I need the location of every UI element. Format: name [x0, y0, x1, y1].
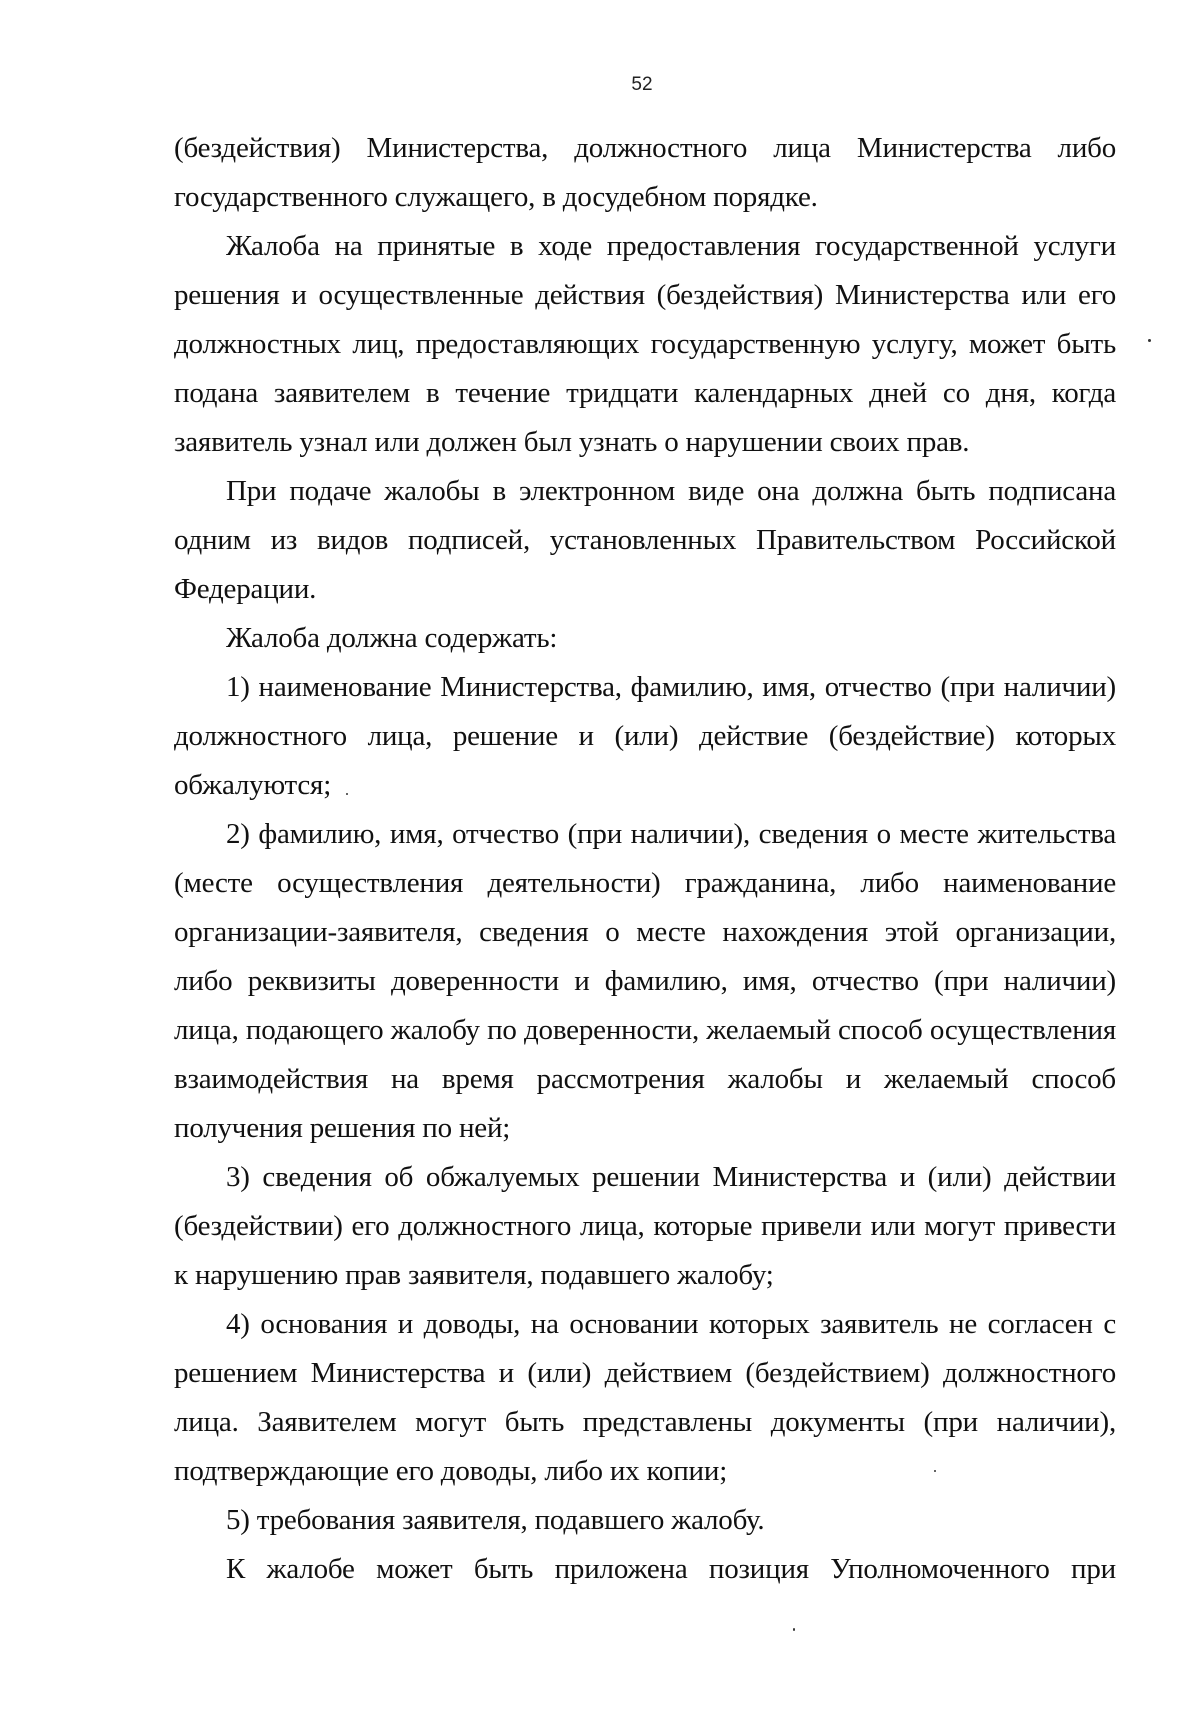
list-item: 5) требования заявителя, подавшего жалобу. [226, 1504, 765, 1536]
scan-speck [1148, 339, 1151, 342]
page-number: 52 [631, 74, 653, 95]
document-body [174, 124, 1116, 1594]
paragraph: При подаче жалобы в электронном виде она должна быть подписана одним из видов подписей, установленных Правительством Российской Федерации. [174, 475, 1116, 605]
scan-speck [934, 1470, 936, 1472]
list-item: 1) наименование Министерства, фамилию, имя, отчество (при наличии) должностного лица, решение и (или) действие (бездействие) которых обжалуются; [174, 671, 1116, 801]
paragraph: (бездействия) Министерства, должностного лица Министерства либо государственного служащего, в досудебном порядке. [174, 132, 1116, 213]
paragraph: Жалоба должна содержать: [226, 622, 558, 654]
list-item: 2) фамилию, имя, отчество (при наличии), сведения о месте жительства (месте осуществления деятельности) гражданина, либо наименование организации-заявителя, сведения о месте нахождения этой организации, либо реквизиты доверенности и фамилию, имя, отчество (при наличии) лица, подающего жалобу по доверенности, желаемый способ осуществления взаимодействия на время рассмотрения жалобы и желаемый способ получения решения по ней; [174, 818, 1116, 1144]
list-item: 4) основания и доводы, на основании которых заявитель не согласен с решением Министерства и (или) действием (бездействием) должностного лица. Заявителем могут быть представлены документы (при наличии), подтверждающие его доводы, либо их копии; [174, 1308, 1116, 1487]
list-item: 3) сведения об обжалуемых решении Министерства и (или) действии (бездействии) его должностного лица, которые привели или могут привести к нарушению прав заявителя, подавшего жалобу; [174, 1161, 1116, 1291]
paragraph: К жалобе может быть приложена позиция Уполномоченного при [226, 1553, 1116, 1585]
scan-speck [793, 1628, 795, 1631]
paragraph: Жалоба на принятые в ходе предоставления государственной услуги решения и осуществленные действия (бездействия) Министерства или его должностных лиц, предоставляющих государственную услугу, может быть подана заявителем в течение тридцати календарных дней со дня, когда заявитель узнал или должен был узнать о нарушении своих прав. [174, 230, 1116, 458]
scan-speck [346, 793, 348, 795]
